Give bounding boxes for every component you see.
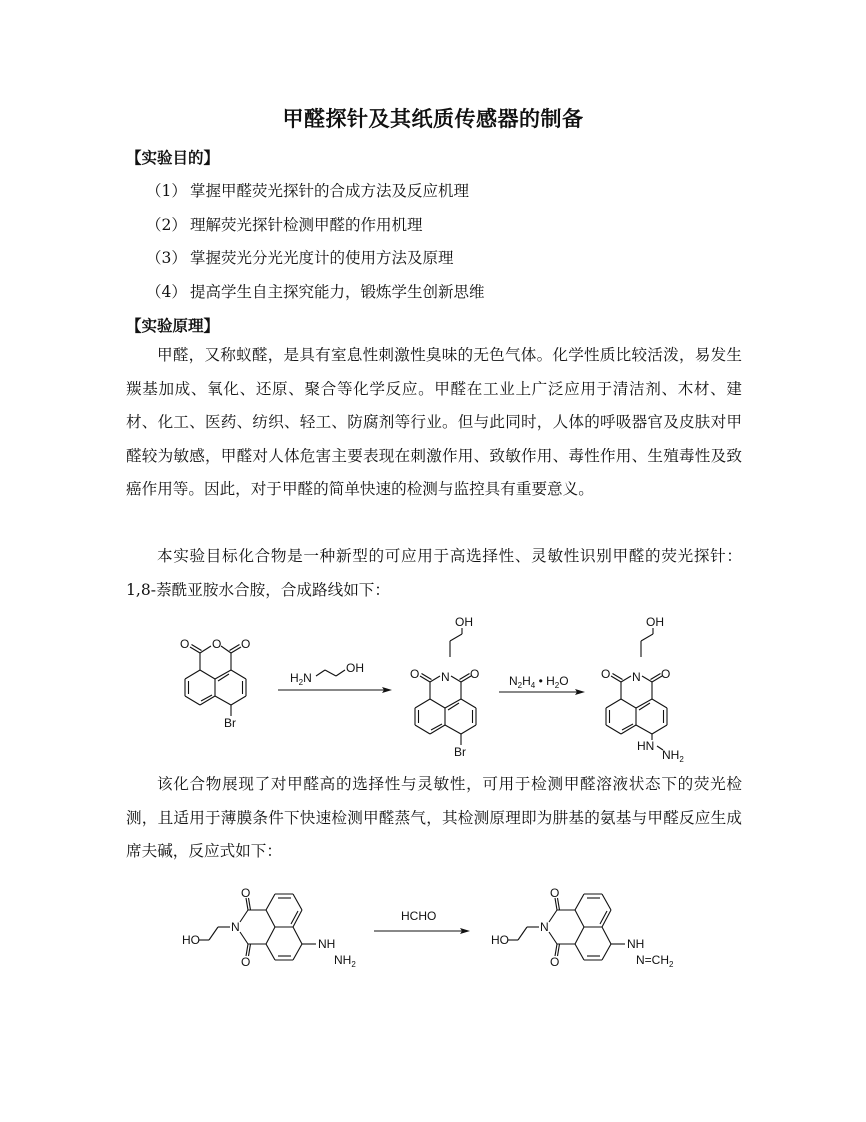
atom-label-oxygen: O	[470, 667, 480, 681]
reagent-ethanolamine-oh: OH	[346, 661, 364, 675]
atom-label-nitrogen: N	[441, 670, 450, 684]
objective-number: （2）	[146, 216, 187, 234]
objective-number: （4）	[146, 283, 187, 301]
atom-label-oxygen: O	[241, 637, 251, 651]
atom-label-hydroxyl: OH	[455, 615, 473, 629]
paragraph-detection-principle: 该化合物展现了对甲醛高的选择性与灵敏性，可用于检测甲醛溶液状态下的荧光检测，且适用于薄膜条件下快速检测甲醛蒸气，其检测原理即为肼基的氨基与甲醛反应生成席夫碱，反应式如下：	[126, 775, 742, 860]
section-heading-objectives: 【实验目的】	[126, 149, 220, 167]
reagent-formaldehyde: HCHO	[401, 909, 437, 923]
atom-label-nh2: $NH_2$	[334, 953, 356, 969]
atom-label-nh2: $NH_2$	[662, 748, 684, 764]
compound-bromo-anhydride	[185, 645, 246, 717]
atom-label-bromine: Br	[224, 716, 236, 730]
reagent-hydrazine-hydrate: $N_2H_4$ • $H_2O$	[509, 674, 569, 690]
atom-label-oxygen: O	[241, 886, 251, 900]
atom-label-oxygen: O	[212, 637, 222, 651]
compound-schiff-base	[508, 894, 625, 960]
page-title: 甲醛探针及其纸质传感器的制备	[282, 107, 584, 131]
atom-label-hn: HN	[637, 739, 655, 753]
compound-probe	[199, 894, 316, 960]
atom-label-nitrogen: N	[632, 670, 641, 684]
objective-number: （3）	[146, 249, 187, 267]
atom-label-nitrogen: N	[540, 920, 549, 934]
atom-label-oxygen: O	[241, 955, 251, 969]
atom-label-nitrogen: N	[231, 920, 240, 934]
objective-text: 掌握荧光分光光度计的使用方法及原理	[190, 249, 454, 267]
atom-label-oxygen: O	[550, 955, 560, 969]
paragraph-target-compound: 本实验目标化合物是一种新型的可应用于高选择性、灵敏性识别甲醛的荧光探针：1,8-萘酰亚胺水合胺，合成路线如下：	[126, 547, 742, 599]
objective-text: 提高学生自主探究能力，锻炼学生创新思维	[190, 283, 485, 301]
compound-hydrazino-imide	[606, 628, 667, 750]
atom-label-ho: HO	[182, 933, 200, 947]
atom-label-oxygen: O	[550, 886, 560, 900]
atom-label-bromine: Br	[454, 745, 466, 759]
atom-label-ho: HO	[491, 933, 509, 947]
paragraph-formaldehyde-intro: 甲醛，又称蚁醛，是具有室息性刺激性臭味的无色气体。化学性质比较活泼，易发生羰基加成、氧化、还原、聚合等化学反应。甲醛在工业上广泛应用于清洁剂、木材、建材、化工、医药、纺织、轻工、防腐剂等行业。但与此同时，人体的呼吸器官及皮肤对甲醛较为敏感，甲醛对人体危害主要表现在刺激作用、致敏作用、毒性作用、生殖毒性及致癌作用等。因此，对于甲醛的简单快速的检测与监控具有重要意义。	[126, 346, 742, 498]
compound-bromo-imide	[415, 628, 476, 745]
atom-label-nh: NH	[318, 937, 336, 951]
atom-label-oxygen: O	[661, 667, 671, 681]
reagent-ethanolamine: $H_2N$	[290, 671, 312, 687]
atom-label-nh: NH	[627, 937, 645, 951]
atom-label-oxygen: O	[601, 667, 611, 681]
atom-label-hydroxyl: OH	[646, 615, 664, 629]
atom-label-imine: $N=CH_2$	[636, 953, 674, 969]
atom-label-oxygen: O	[410, 667, 420, 681]
objective-text: 理解荧光探针检测甲醛的作用机理	[190, 216, 423, 234]
atom-label-oxygen: O	[180, 637, 190, 651]
objective-number: （1）	[146, 182, 187, 200]
section-heading-principle: 【实验原理】	[126, 317, 220, 335]
objective-text: 掌握甲醛荧光探针的合成方法及反应机理	[190, 182, 470, 200]
